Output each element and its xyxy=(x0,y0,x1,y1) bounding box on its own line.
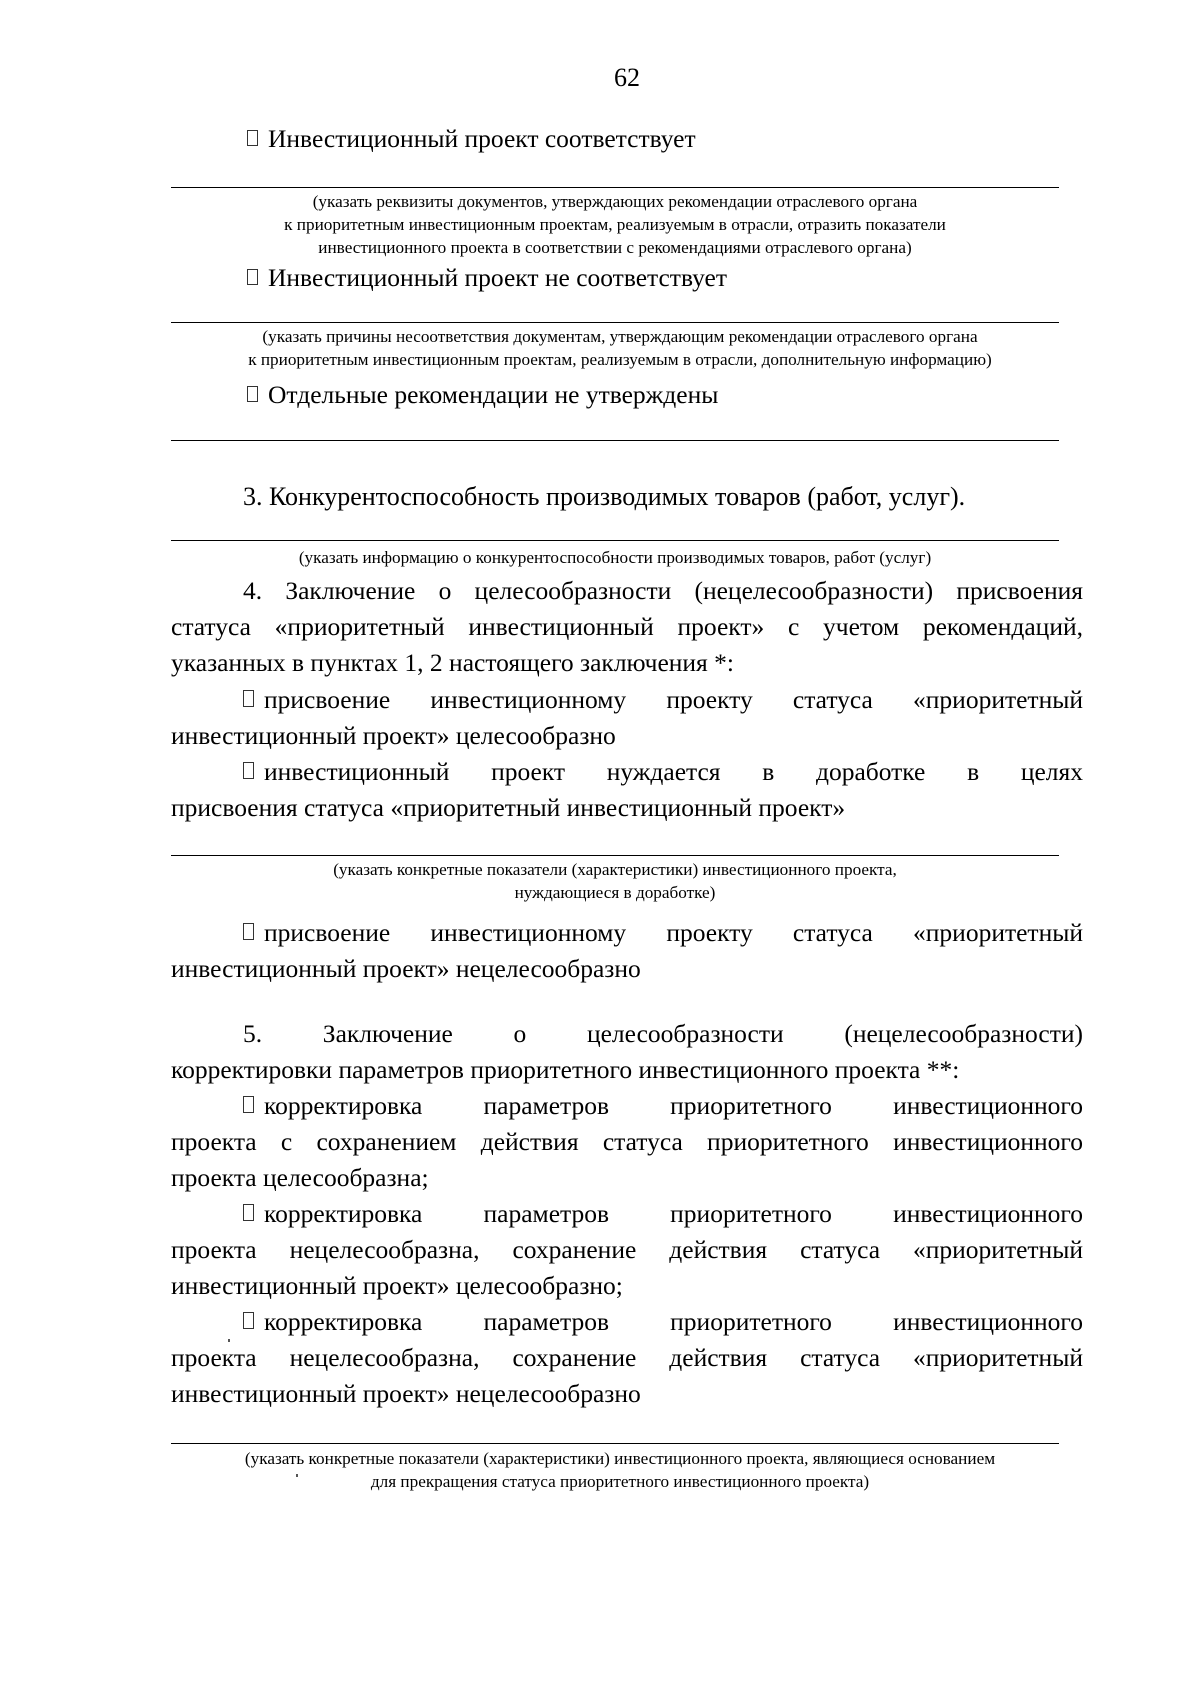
text-line xyxy=(171,1088,1083,1124)
section-5-option-1 xyxy=(171,1088,1083,1196)
checkbox[interactable] xyxy=(243,690,254,707)
section-5-option-2 xyxy=(171,1196,1083,1304)
section-4-caption xyxy=(171,858,1059,904)
section-4-option-3 xyxy=(171,915,1083,987)
option-label: корректировка параметров приоритетного инвестиционного xyxy=(264,1091,1083,1120)
option-label: присвоение инвестиционному проекту статуса «приоритетный xyxy=(264,918,1083,947)
text-line: проекта нецелесообразна, сохранение действия статуса «приоритетный xyxy=(171,1343,1083,1372)
fill-in-line xyxy=(171,322,1059,323)
text-line xyxy=(171,1304,1083,1340)
caption-line: инвестиционного проекта в соответствии с рекомендациями отраслевого органа) xyxy=(318,238,912,257)
caption-line: к приоритетным инвестиционным проектам, реализуемым в отрасли, дополнительную информацию) xyxy=(248,350,992,369)
fill-in-line xyxy=(171,1443,1059,1444)
section-4-intro xyxy=(171,573,1083,681)
text-line: присвоения статуса «приоритетный инвестиционный проект» xyxy=(171,793,846,822)
text-line: указанных в пунктах 1, 2 настоящего заключения *: xyxy=(171,648,734,677)
text-line xyxy=(171,915,1083,951)
caption-line: к приоритетным инвестиционным проектам, реализуемым в отрасли, отразить показатели xyxy=(284,215,946,234)
option-label: присвоение инвестиционному проекту статуса «приоритетный xyxy=(264,685,1083,714)
checkbox[interactable] xyxy=(243,762,254,779)
fill-in-line xyxy=(171,540,1059,541)
text-line xyxy=(171,682,1083,718)
option-label: Инвестиционный проект соответствует xyxy=(268,124,696,153)
checkbox[interactable] xyxy=(243,1204,254,1221)
checkbox[interactable] xyxy=(247,386,258,402)
option-label: Отдельные рекомендации не утверждены xyxy=(268,380,719,409)
caption-line: (указать причины несоответствия документам, утверждающим рекомендации отраслевого органа xyxy=(262,327,978,346)
section-5-caption xyxy=(160,1447,1080,1493)
scan-speck xyxy=(296,1474,298,1477)
fill-in-line xyxy=(171,440,1059,441)
option-label: корректировка параметров приоритетного инвестиционного xyxy=(264,1307,1083,1336)
text-line xyxy=(171,754,1083,790)
caption-line: (указать конкретные показатели (характеристики) инвестиционного проекта, xyxy=(333,860,897,879)
text-line xyxy=(171,1196,1083,1232)
text-line: инвестиционный проект» целесообразно; xyxy=(171,1271,623,1300)
scan-speck xyxy=(228,1339,230,1342)
checkbox[interactable] xyxy=(243,1096,254,1113)
section-4-option-1 xyxy=(171,682,1083,754)
caption-nomatch xyxy=(160,325,1080,371)
text-line: корректировки параметров приоритетного инвестиционного проекта **: xyxy=(171,1055,960,1084)
caption-line: (указать реквизиты документов, утверждающих рекомендации отраслевого органа xyxy=(312,192,918,211)
checkbox[interactable] xyxy=(247,269,258,285)
fill-in-line xyxy=(171,187,1059,188)
option-label: инвестиционный проект нуждается в доработке в целях xyxy=(264,757,1083,786)
option-recommendations-not-approved xyxy=(247,378,718,412)
option-label: Инвестиционный проект не соответствует xyxy=(268,263,727,292)
section-4-option-2 xyxy=(171,754,1083,826)
option-project-not-matches xyxy=(247,261,727,295)
fill-in-line xyxy=(171,855,1059,856)
text-line: проекта целесообразна; xyxy=(171,1163,429,1192)
caption-line: нуждающиеся в доработке) xyxy=(514,883,716,902)
caption-line: (указать конкретные показатели (характеристики) инвестиционного проекта, являющиеся основанием xyxy=(244,1449,996,1468)
text-line: инвестиционный проект» нецелесообразно xyxy=(171,954,641,983)
caption-match xyxy=(171,190,1059,259)
text-line: инвестиционный проект» нецелесообразно xyxy=(171,1379,641,1408)
checkbox[interactable] xyxy=(247,130,258,146)
checkbox[interactable] xyxy=(243,1312,254,1329)
caption-line: для прекращения статуса приоритетного инвестиционного проекта) xyxy=(370,1472,870,1491)
section-5-intro xyxy=(171,1016,1083,1088)
text-line: проекта нецелесообразна, сохранение действия статуса «приоритетный xyxy=(171,1235,1083,1264)
text-line: статуса «приоритетный инвестиционный проект» с учетом рекомендаций, xyxy=(171,612,1083,641)
section-3-heading: 3. Конкурентоспособность производимых товаров (работ, услуг). xyxy=(243,482,966,511)
checkbox[interactable] xyxy=(243,923,254,940)
option-project-matches xyxy=(247,122,696,156)
text-line: проекта с сохранением действия статуса приоритетного инвестиционного xyxy=(171,1127,1083,1156)
section-5-option-3 xyxy=(171,1304,1083,1412)
section-3-caption: (указать информацию о конкурентоспособности производимых товаров, работ (услуг) xyxy=(298,548,932,567)
text-line: 4. Заключение о целесообразности (нецелесообразности) присвоения xyxy=(243,576,1083,605)
page-number: 62 xyxy=(614,63,640,92)
option-label: корректировка параметров приоритетного инвестиционного xyxy=(264,1199,1083,1228)
text-line: инвестиционный проект» целесообразно xyxy=(171,721,616,750)
text-line: 5. Заключение о целесообразности (нецелесообразности) xyxy=(243,1019,1083,1048)
